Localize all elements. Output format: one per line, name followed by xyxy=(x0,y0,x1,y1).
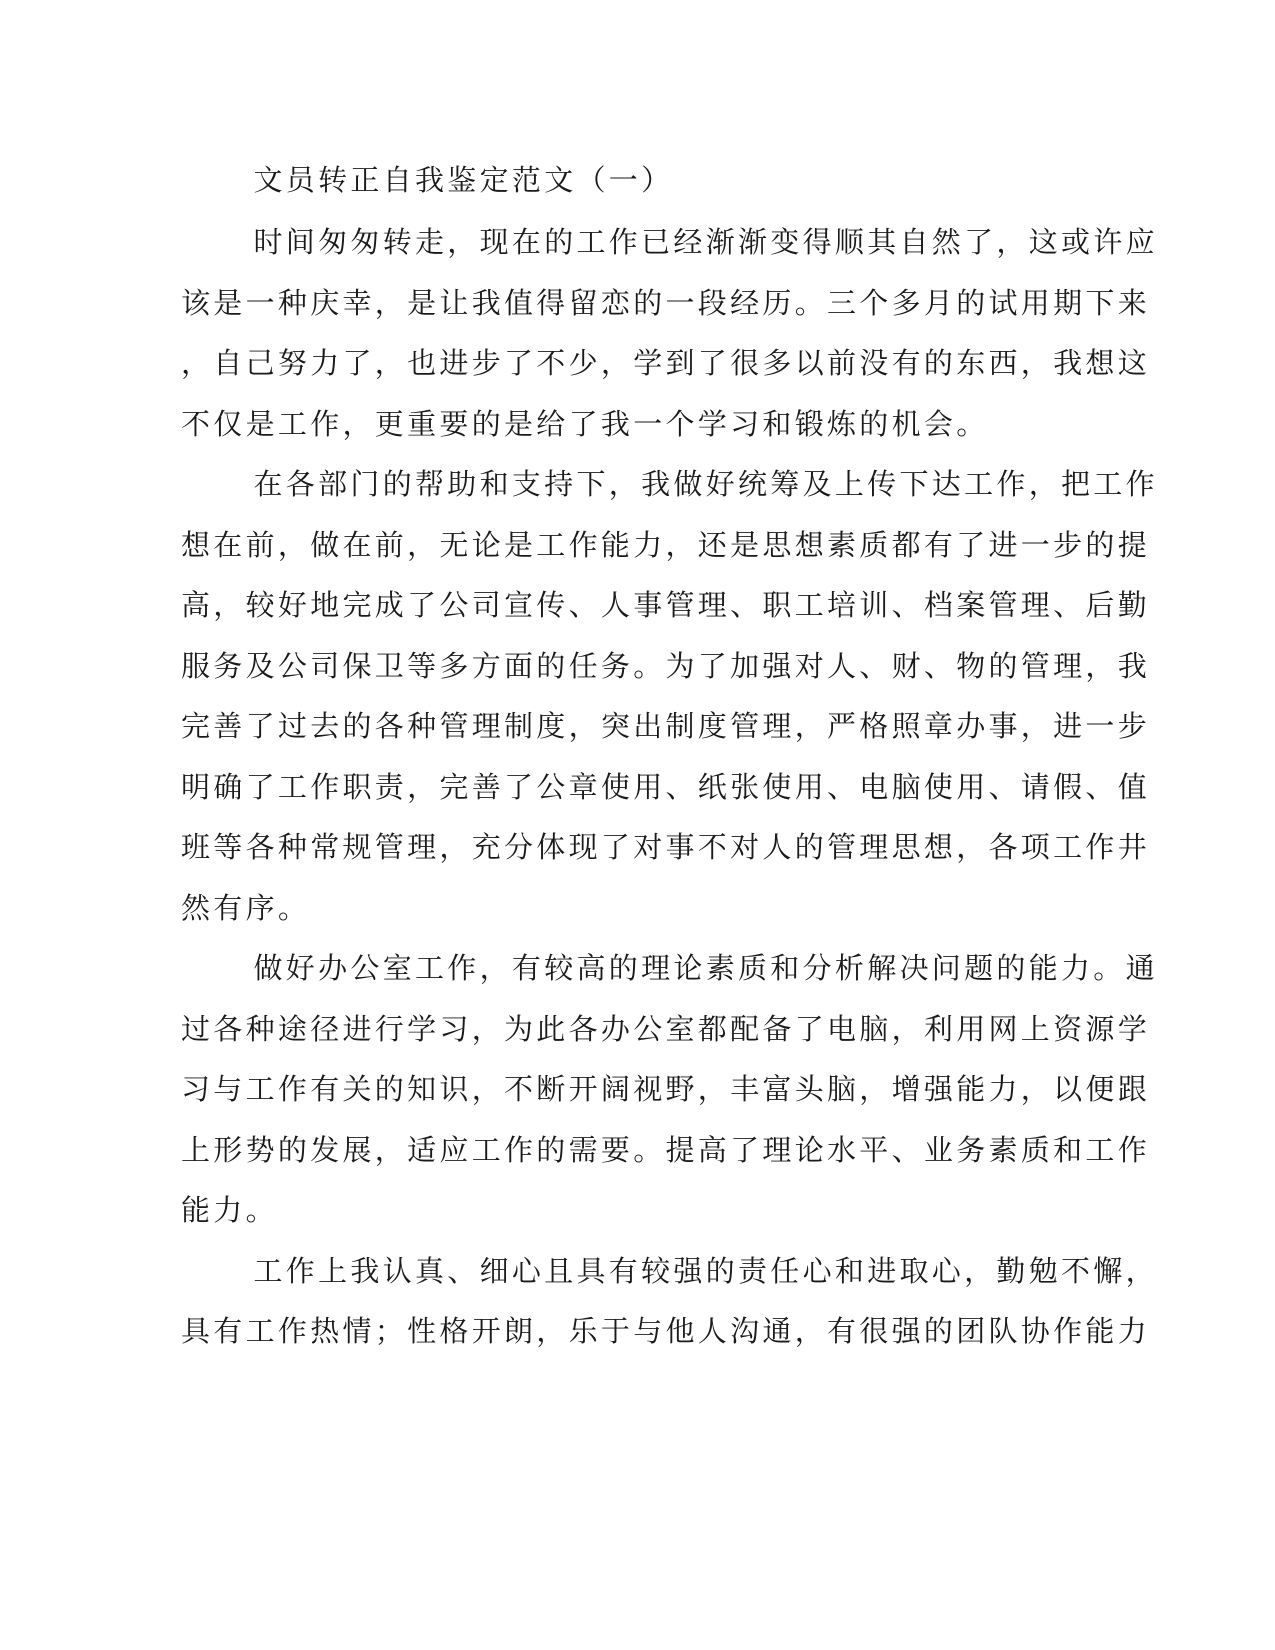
paragraph-1 xyxy=(181,212,1158,454)
paragraph-2 xyxy=(181,454,1158,938)
paragraph-3 xyxy=(181,938,1158,1241)
paragraph-line: 在各部门的帮助和支持下，我做好统筹及上传下达工作，把工作 xyxy=(253,467,1158,501)
paragraph-line: 想在前，做在前，无论是工作能力，还是思想素质都有了进一步的提 xyxy=(181,527,1151,562)
paragraph-line: 然有序。 xyxy=(181,890,311,925)
document-title xyxy=(181,148,1041,212)
paragraph-line: 服务及公司保卫等多方面的任务。为了加强对人、财、物的管理，我 xyxy=(181,648,1151,683)
paragraph-line: 时间匆匆转走，现在的工作已经渐渐变得顺其自然了，这或许应 xyxy=(253,225,1158,259)
paragraph-line: 班等各种常规管理，充分体现了对事不对人的管理思想，各项工作井 xyxy=(181,830,1151,864)
paragraph-line: 工作上我认真、细心且具有较强的责任心和进取心，勤勉不懈， xyxy=(253,1253,1158,1288)
paragraph-4 xyxy=(181,1241,1158,1362)
paragraph-line: 具有工作热情；性格开朗，乐于与他人沟通，有很强的团队协作能力 xyxy=(181,1314,1151,1348)
paragraph-line: 习与工作有关的知识，不断开阔视野，丰富头脑，增强能力，以便跟 xyxy=(181,1072,1151,1106)
paragraph-line: 明确了工作职责，完善了公章使用、纸张使用、电脑使用、请假、值 xyxy=(181,769,1151,804)
paragraph-line: 高，较好地完成了公司宣传、人事管理、职工培训、档案管理、后勤 xyxy=(181,588,1151,622)
title-text: 文员转正自我鉴定范文（一） xyxy=(253,163,674,197)
paragraph-line: ，自己努力了，也进步了不少，学到了很多以前没有的东西，我想这 xyxy=(181,346,1151,380)
paragraph-line: 做好办公室工作，有较高的理论素质和分析解决问题的能力。通 xyxy=(253,951,1158,985)
paragraph-line: 不仅是工作，更重要的是给了我一个学习和锻炼的机会。 xyxy=(181,406,989,441)
document-body xyxy=(181,148,1158,1362)
paragraph-line: 该是一种庆幸，是让我值得留恋的一段经历。三个多月的试用期下来 xyxy=(181,285,1151,320)
paragraph-line: 过各种途径进行学习，为此各办公室都配备了电脑，利用网上资源学 xyxy=(181,1011,1151,1046)
paragraph-line: 完善了过去的各种管理制度，突出制度管理，严格照章办事，进一步 xyxy=(181,709,1151,743)
paragraph-line: 能力。 xyxy=(181,1193,278,1227)
paragraph-line: 上形势的发展，适应工作的需要。提高了理论水平、业务素质和工作 xyxy=(181,1132,1151,1167)
